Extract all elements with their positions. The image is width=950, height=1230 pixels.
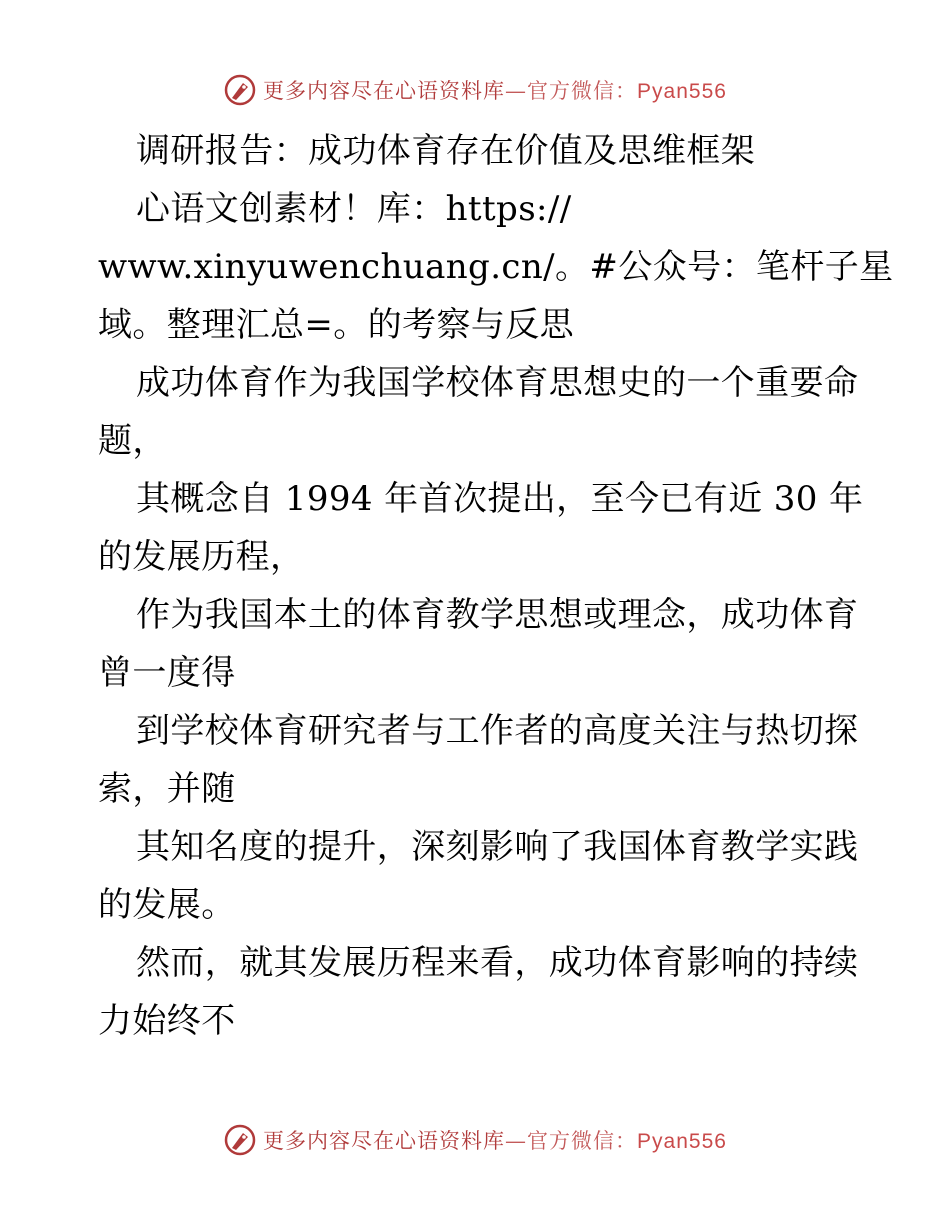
text-line: www.xinyuwenchuang.cn/。#公众号：笔杆子星 <box>98 247 894 287</box>
text-line: 索，并随 <box>98 769 236 809</box>
text-line: 成功体育作为我国学校体育思想史的一个重要命 <box>136 363 859 403</box>
text-line: 的发展历程， <box>98 537 305 577</box>
document-body <box>98 122 894 1050</box>
text-line: 题， <box>98 421 167 461</box>
watermark-text: 更多内容尽在心语资料库—官方微信：Pyan556 <box>263 1129 727 1153</box>
footer-watermark-banner <box>0 1120 950 1160</box>
text-line: 到学校体育研究者与工作者的高度关注与热切探 <box>136 711 859 751</box>
text-line: 心语文创素材！库：https:// <box>136 189 572 229</box>
header-watermark-banner <box>0 70 950 110</box>
text-line: 其概念自 1994 年首次提出，至今已有近 30 年 <box>136 479 864 519</box>
text-line: 曾一度得 <box>98 653 236 693</box>
text-line: 的发展。 <box>98 885 236 925</box>
watermark-text: 更多内容尽在心语资料库—官方微信：Pyan556 <box>263 79 727 103</box>
pen-nib-logo-icon <box>223 73 257 107</box>
text-line: 然而，就其发展历程来看，成功体育影响的持续 <box>136 943 859 983</box>
pen-nib-logo-icon <box>223 1123 257 1157</box>
text-line: 力始终不 <box>98 1001 236 1041</box>
text-line: 作为我国本土的体育教学思想或理念，成功体育 <box>136 595 859 635</box>
text-line: 域。整理汇总=。的考察与反思 <box>98 305 575 345</box>
title-line: 调研报告：成功体育存在价值及思维框架 <box>136 131 756 171</box>
text-line: 其知名度的提升，深刻影响了我国体育教学实践 <box>136 827 859 867</box>
